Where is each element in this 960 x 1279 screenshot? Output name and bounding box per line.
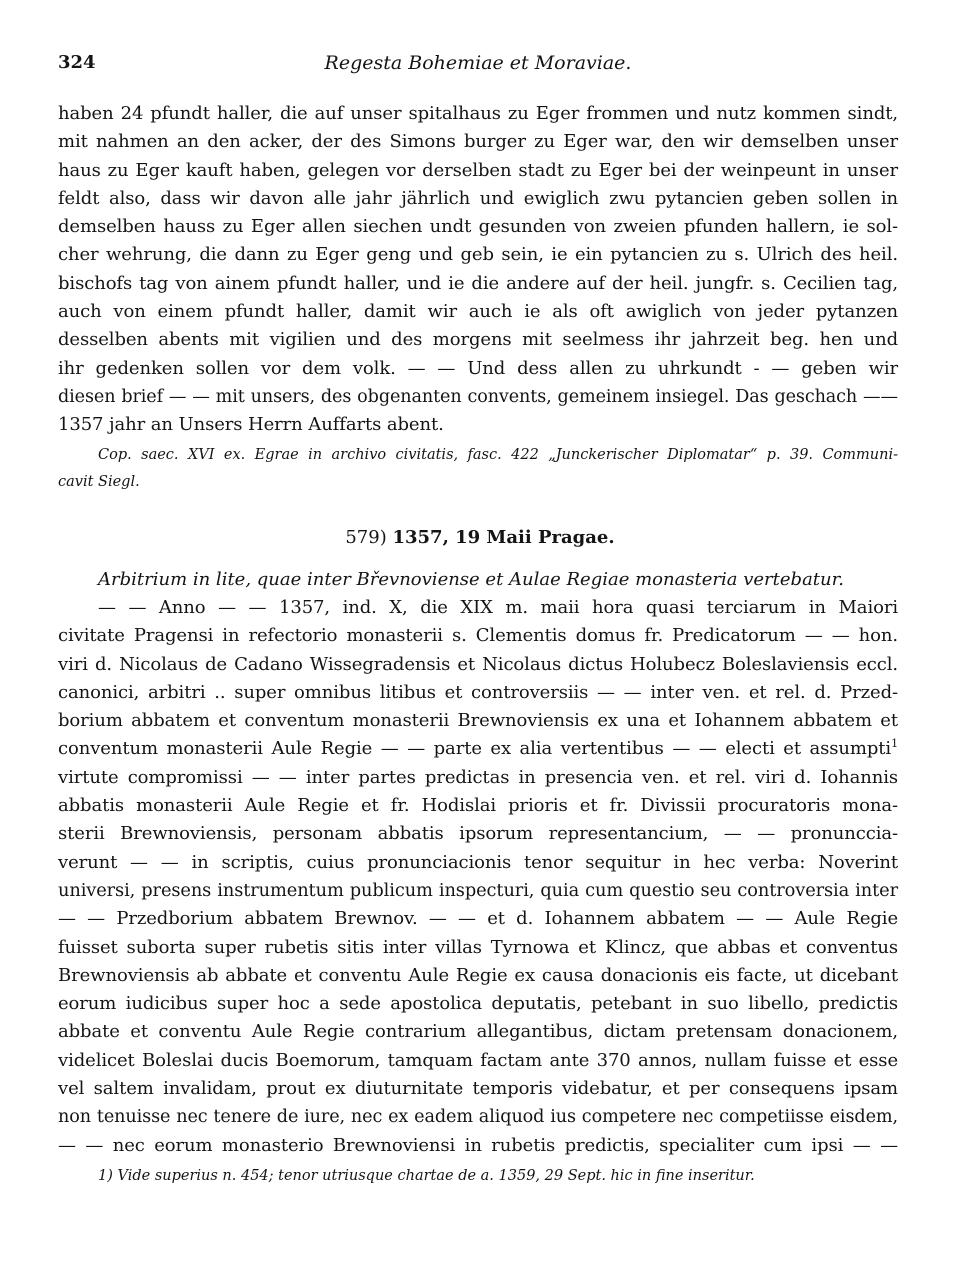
source-note-line: Cop. saec. XVI ex. Egrae in archivo civitatis, fasc. 422 „Junckerischer Diplomatar“ p. 39. Communi- [98, 447, 898, 463]
text-line: videlicet Boleslai ducis Boemorum, tamquam factam ante 370 annos, nullam fuisse et esse [58, 1049, 898, 1071]
document-number: 579) [345, 527, 387, 548]
text-line: viri d. Nicolaus de Cadano Wissegradensis et Nicolaus dictus Holubecz Boleslaviensis eccl. [58, 653, 898, 675]
text-line: 1357 jahr an Unsers Herrn Auffarts abent. [58, 414, 444, 436]
previous-document-text [58, 100, 898, 440]
text-line: canonici, arbitri .. super omnibus litibus et controversiis — — inter ven. et rel. d. Przed- [58, 681, 898, 703]
running-title: Regesta Bohemiae et Moraviae. [324, 52, 632, 74]
text-line: virtute compromissi — — inter partes predictas in presencia ven. et rel. viri d. Iohannis [58, 766, 898, 788]
text-line: haben 24 pfundt haller, die auf unser spitalhaus zu Eger frommen und nutz kommen sindt, [58, 103, 898, 124]
text-line-with-footnote [58, 735, 898, 763]
text-line: verunt — — in scriptis, cuius pronunciacionis tenor sequitur in hec verba: Noverint [58, 851, 898, 873]
text-line: bischofs tag von ainem pfundt haller, und ie die andere auf der heil. jungfr. s. Cecilien tag, [58, 272, 898, 294]
text-line: borium abbatem et conventum monasterii Brewnoviensis ex una et Iohannem abbatem et [58, 710, 898, 732]
document-text [58, 594, 898, 1160]
text-line: diesen brief — — mit unsers, des obgenanten convents, gemeinem insiegel. Das geschach —— [58, 386, 898, 407]
text-line: ihr gedenken sollen vor dem volk. — — Und dess allen zu uhrkundt - — geben wir [58, 357, 898, 379]
text-line: fuisset suborta super rubetis sitis inter villas Tyrnowa et Klincz, que abbas et conventus [58, 936, 898, 958]
text-line: — — nec eorum monasterio Brewnoviensi in rubetis predictis, specialiter cum ipsi — — [58, 1134, 898, 1156]
document-date-place: 1357, 19 Maii Pragae. [392, 527, 615, 548]
text-line: feldt also, dass wir davon alle jahr jährlich und ewiglich zwu pytancien geben sollen in [58, 187, 898, 209]
source-note [98, 442, 898, 469]
page-header [58, 50, 898, 86]
text-line-content: conventum monasterii Aule Regie — — parte ex alia vertentibus — — electi et assumpti [58, 738, 892, 760]
document-heading [0, 524, 960, 552]
text-line: cher wehrung, die dann zu Eger geng und geb sein, ie ein pytancien zu s. Ulrich des heil. [58, 244, 898, 266]
text-line: civitate Pragensi in refectorio monasterii s. Clementis domus fr. Predicatorum — — hon. [58, 625, 898, 647]
text-line: sterii Brewnoviensis, personam abbatis ipsorum representancium, — — pronunccia- [58, 823, 898, 845]
footnote [98, 1164, 898, 1188]
footnote-reference: 1 [891, 737, 898, 751]
text-line: mit nahmen an den acker, der des Simons burger zu Eger war, den wir demselben unser [58, 131, 898, 153]
text-line: — — Przedborium abbatem Brewnov. — — et d. Iohannem abbatem — — Aule Regie [58, 908, 898, 930]
text-line: — — Anno — — 1357, ind. X, die XIX m. maii hora quasi terciarum in Maiori [98, 597, 898, 618]
source-note-continuation [58, 469, 898, 496]
text-line: eorum iudicibus super hoc a sede apostolica deputatis, petebant in suo libello, predictis [58, 993, 898, 1015]
text-line: auch von einem pfundt haller, damit wir auch ie als oft awiglich von jeder pytanzen [58, 301, 898, 323]
text-line: desselben abents mit vigilien und des morgens mit seelmess ihr jahrzeit beg. hen und [58, 329, 898, 351]
text-line: demselben hauss zu Eger allen siechen undt gesunden von zweien pfunden hallern, ie sol- [58, 216, 898, 238]
text-line: abbate et conventu Aule Regie contrarium allegantibus, dictam pretensam donacionem, [58, 1021, 898, 1043]
text-line: Brewnoviensis ab abbate et conventu Aule Regie ex causa donacionis eis facte, ut dicebant [58, 964, 898, 986]
text-line: abbatis monasterii Aule Regie et fr. Hodislai prioris et fr. Divissii procuratoris mona- [58, 795, 898, 817]
text-line: haus zu Eger kauft haben, gelegen vor derselben stadt zu Eger bei der weinpeunt in unser [58, 159, 898, 181]
document-regest: Arbitrium in lite, quae inter Břevnoviense et Aulae Regiae monasteria vertebatur. [98, 569, 844, 590]
footnote-mark: 1) [98, 1168, 113, 1184]
footnote-line [98, 1164, 898, 1188]
text-line: universi, presens instrumentum publicum inspecturi, quia cum questio seu controversia inter [58, 879, 898, 901]
text-line: vel saltem invalidam, prout ex diuturnitate temporis videbatur, et per consequens ipsam [58, 1078, 898, 1100]
footnote-text: Vide superius n. 454; tenor utriusque chartae de a. 1359, 29 Sept. hic in fine inseritur. [117, 1168, 755, 1184]
text-line: non tenuisse nec tenere de iure, nec ex eadem aliquod ius competere nec competiisse eisdem, [58, 1107, 898, 1128]
page-number: 324 [58, 52, 96, 73]
source-note-line: cavit Siegl. [58, 474, 140, 490]
